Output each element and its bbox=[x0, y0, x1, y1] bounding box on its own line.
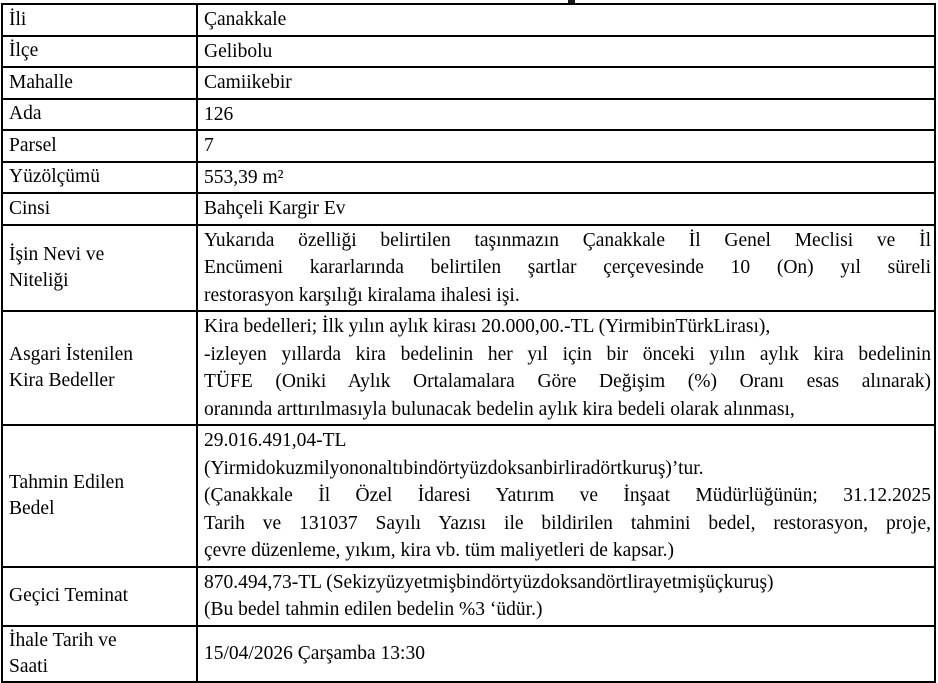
table-row-ihale-tarih-ve-saati bbox=[2, 626, 935, 682]
label-line: Mahalle bbox=[9, 71, 73, 93]
row-label-ilce bbox=[2, 36, 197, 68]
row-value-yuzolcumu bbox=[197, 162, 935, 194]
row-value-cinsi bbox=[197, 193, 935, 225]
tender-info-table-body bbox=[2, 4, 935, 682]
label-line: Tahmin Edilen bbox=[9, 471, 125, 493]
value-line: Kira bedelleri; İlk yılın aylık kirası 20.000,00.-TL (YirmibinTürkLirası), bbox=[204, 316, 771, 337]
label-line: Ada bbox=[9, 103, 42, 125]
table-row-ada bbox=[2, 99, 935, 131]
table-row-cinsi bbox=[2, 193, 935, 225]
value-line: Yukarıda özelliği belirtilen taşınmazın Çanakkale İl Genel Meclisi ve İl bbox=[204, 229, 931, 251]
value-line: Encümeni kararlarında belirtilen şartlar çerçevesinde 10 (On) yıl süreli bbox=[204, 257, 931, 278]
value-line: (Bu bedel tahmin edilen bedelin %3 ‘üdür.) bbox=[204, 599, 543, 620]
row-value-gecici-teminat bbox=[197, 567, 935, 626]
value-line: TÜFE (Oniki Aylık Ortalamalara Göre Değişim (%) Oranı esas alınarak) bbox=[204, 371, 931, 392]
row-label-mahalle bbox=[2, 67, 197, 99]
row-label-yuzolcumu bbox=[2, 162, 197, 194]
value-line: oranında arttırılmasıyla bulunacak bedelin aylık kira bedeli olarak alınması, bbox=[204, 398, 795, 420]
value-line: Bahçeli Kargir Ev bbox=[204, 198, 346, 219]
label-line: Parsel bbox=[9, 134, 57, 156]
tender-info-table bbox=[1, 3, 936, 683]
label-line: Geçici Teminat bbox=[9, 585, 129, 606]
label-line: İhale Tarih ve bbox=[9, 629, 117, 651]
value-line: -izleyen yıllarda kira bedelinin her yıl için bir önceki yılın aylık kira bedelinin bbox=[204, 343, 931, 365]
value-line: 553,39 m² bbox=[204, 166, 284, 188]
table-row-mahalle bbox=[2, 67, 935, 99]
row-value-ihale-tarih-ve-saati bbox=[197, 626, 935, 682]
row-label-ada bbox=[2, 99, 197, 131]
row-label-cinsi bbox=[2, 193, 197, 225]
table-row-parsel bbox=[2, 130, 935, 162]
label-line: Bedel bbox=[9, 497, 55, 519]
value-line: Çanakkale bbox=[204, 9, 287, 30]
row-label-ili bbox=[2, 4, 197, 36]
row-label-tahmin-edilen-bedel bbox=[2, 425, 197, 567]
value-line: 7 bbox=[204, 135, 214, 156]
table-row-ili bbox=[2, 4, 935, 36]
row-value-mahalle bbox=[197, 67, 935, 99]
label-line: Asgari İstenilen bbox=[9, 344, 134, 365]
row-value-ili bbox=[197, 4, 935, 36]
table-row-tahmin-edilen-bedel bbox=[2, 425, 935, 567]
label-line: Kira Bedeller bbox=[9, 370, 115, 391]
value-line: çevre düzenleme, yıkım, kira vb. tüm maliyetleri de kapsar.) bbox=[204, 540, 674, 561]
row-value-isin-nevi-ve-niteligi bbox=[197, 225, 935, 312]
table-row-asgari-istenilen-kira-bedeller bbox=[2, 311, 935, 425]
label-line: Cinsi bbox=[9, 197, 51, 219]
value-line: Tarih ve 131037 Sayılı Yazısı ile bildirilen tahmini bedel, restorasyon, proje, bbox=[204, 512, 931, 534]
row-label-gecici-teminat bbox=[2, 567, 197, 626]
row-label-isin-nevi-ve-niteligi bbox=[2, 225, 197, 312]
value-line: Camiikebir bbox=[204, 72, 292, 93]
row-value-asgari-istenilen-kira-bedeller bbox=[197, 311, 935, 425]
table-row-ilce bbox=[2, 36, 935, 68]
table-row-gecici-teminat bbox=[2, 567, 935, 626]
value-line: 870.494,73-TL (Sekizyüzyetmişbindörtyüzdoksandörtlirayetmişüçkuruş) bbox=[204, 571, 774, 593]
label-line: İşin Nevi ve bbox=[9, 243, 105, 265]
value-line: 15/04/2026 Çarşamba 13:30 bbox=[204, 642, 425, 664]
table-row-isin-nevi-ve-niteligi bbox=[2, 225, 935, 312]
label-line: Yüzölçümü bbox=[9, 166, 100, 188]
label-line: İlçe bbox=[9, 40, 39, 62]
label-line: Niteliği bbox=[9, 269, 69, 291]
row-value-parsel bbox=[197, 130, 935, 162]
row-label-parsel bbox=[2, 130, 197, 162]
row-value-ada bbox=[197, 99, 935, 131]
value-line: restorasyon karşılığı kiralama ihalesi işi. bbox=[204, 284, 520, 306]
row-label-ihale-tarih-ve-saati bbox=[2, 626, 197, 682]
label-line: İli bbox=[9, 8, 27, 30]
label-line: Saati bbox=[9, 655, 48, 677]
value-line: Gelibolu bbox=[204, 40, 273, 62]
table-row-yuzolcumu bbox=[2, 162, 935, 194]
value-line: (Çanakkale İl Özel İdaresi Yatırım ve İnşaat Müdürlüğünün; 31.12.2025 bbox=[204, 485, 931, 506]
value-line: 29.016.491,04-TL bbox=[204, 430, 347, 451]
row-value-ilce bbox=[197, 36, 935, 68]
row-label-asgari-istenilen-kira-bedeller bbox=[2, 311, 197, 425]
value-line: 126 bbox=[204, 103, 234, 125]
value-line: (Yirmidokuzmilyononaltıbindörtyüzdoksanbirliradörtkuruş)’tur. bbox=[204, 457, 704, 479]
row-value-tahmin-edilen-bedel bbox=[197, 425, 935, 567]
